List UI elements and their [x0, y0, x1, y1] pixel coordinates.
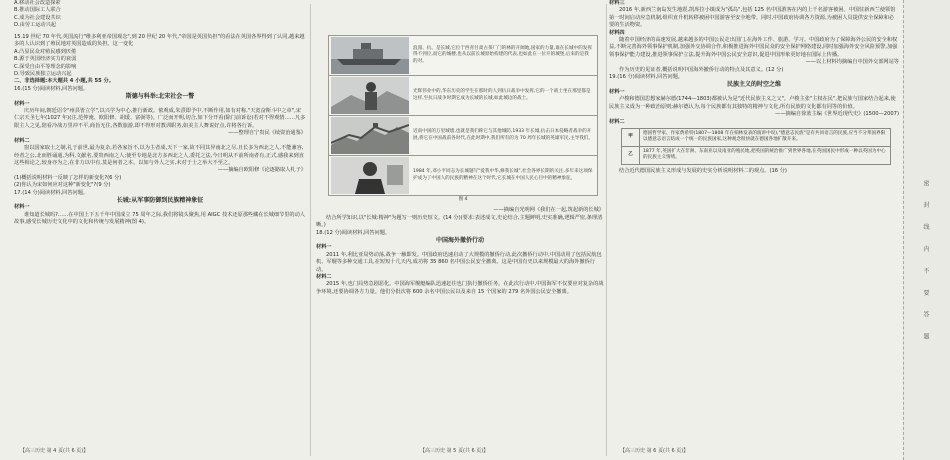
q15-option: B.源于英国经济实力的衰弱	[14, 56, 77, 63]
q16-material-2-source: ——摘编自欧阳修《论逐路取人札子》	[217, 167, 306, 174]
figure-panel	[328, 75, 598, 116]
q17-material-1-label: 材料一	[14, 204, 30, 211]
q18-material-3-label: 材料三	[609, 0, 625, 6]
page-footer: 【高三历史 第 4 页(共 6 页)】	[20, 448, 89, 454]
q18-material-1-text: 2011 年,利比亚局势动荡,战争一触即发。中国政府迅速启动了大规模的撤侨行动,此次撤侨行动中,中国动用了包括民航包机、军舰等多种交通工具,在短短十几天内,成功将 35 860 名中国公民安全撤离。这是中国有史以来规模最大的海外撤侨行动。	[316, 251, 602, 273]
q18-material-2-text: 2015 年,也门局势急剧恶化。中国海军舰艇编队迅速赶往也门执行撤侨任务。在此次行动中,中国海军不仅要应对复杂的战争环境,还要协调各方力量。他们分批次将 600 余名中国公民以及来自 15 个国家的 279 名外国公民安全撤离。	[316, 281, 604, 295]
q19-title: 民族主义的时空之维	[726, 81, 781, 89]
figure-panel	[328, 115, 598, 156]
q17-material-1-text: 谁知道长城吗?……在中国上下五千年中国成立 75 周年之际,我们将镜头聚焦,用 AIGC 技术还原那些藏在长城细节里的动人故事,感受长城历史文化中的文化和传统与发展精神(图 4)。	[14, 211, 305, 226]
q16-stem: 16.(15 分)阅读材料,回答问题。	[14, 85, 89, 92]
q18-stem: 18.(12 分)阅读材料,回答问题。	[316, 229, 391, 236]
table-row	[622, 128, 891, 146]
q16-material-1-label: 材料一	[14, 100, 30, 107]
figure-panel-text: 浪漫、抗、是长城,它位于西青甘肃古茶厂门的林的开阔地,国家的力量,谁在长城中的发挥得不到位,而它的城楼,也从以前长城原始构建的代表,也如此在一位开的城堡,后来的是我的对。	[413, 46, 592, 64]
portrait-photo	[331, 157, 409, 194]
figure-panel	[328, 35, 598, 76]
q18-material-4-text: 随着中国经济的高速发展,越来越多的中国公民走出国门,在海外工作、旅游、学习。中国政府为了保障海外公民的安全和权益,不断完善海外领事保护机制,加强外交协调合作,积极推进海外中国民众的安全保护网络建设,同时加强海外安全风险预警,加强领事保护能力建设,推进领事保护立法,提升海外中国公民安全意识,促进中国形象更好地在国际上传播。	[609, 37, 898, 58]
q16-material-1-source: ——整理自宁贵民《续资治通鉴》	[228, 130, 306, 137]
great-wall-photo	[331, 117, 409, 154]
column-divider	[606, 4, 607, 456]
q19-material-2-table	[621, 128, 891, 165]
q17-question: 结合所学知识,以"长城:精神"为题写一则历史短文。(14 分)(要求:表述成文,史论结合,主题鲜明,史实准确,逻辑严密,条理清晰。)	[316, 214, 603, 229]
q16-material-2-label: 材料二	[14, 137, 30, 144]
table-row-text: 德国哲学家、作家费希特(1807—1808 年在柏林发表的演讲中说),"德意志民族"是有共同语言的民族,应当不分邦国界限以德意志语言结成一个统一的民族国家,这种观念很快就在德国各地扩散开来。	[640, 128, 891, 146]
q14-option: B.推动国际工人联合	[14, 7, 61, 14]
figure-4	[328, 35, 598, 203]
figure-source: ——摘编自光明网《我们在一起,筑起新的长城》	[493, 207, 604, 214]
table-row-key: 甲	[622, 128, 640, 146]
q19-material-1-source: ——摘编自徐蓝主编《世界近现代史》(1500—2007)	[775, 111, 899, 118]
q14-option: C.成为社会建设共识	[14, 14, 61, 21]
table-row	[622, 146, 891, 164]
left-column	[14, 0, 306, 460]
q16-question: (1)概括说明材料一反映了怎样的新变化?(6 分)	[14, 174, 122, 181]
page-footer: 【高三历史 第 6 页(共 6 页)】	[620, 448, 689, 454]
q19-material-2-label: 材料二	[609, 118, 625, 125]
right-column	[609, 0, 899, 460]
q16-question: (2)你认为宋如何应对这种"新变化"?(9 分)	[14, 182, 111, 189]
table-row-text: 1877 年,英国扩大在非洲、东南亚以及南亚的殖民地,把英国的统治推广到世界各地,在英国国民中形成一种以英国为中心的民族主义情绪。	[640, 146, 891, 164]
q19-stem: 19.(16 分)阅读材料,回答问题。	[609, 74, 684, 81]
q16-material-2-text: 窗以国家取士之制,礼于前世,最为复杂,若各家旨不,以为主者成,天下一家,故不同其异南北之尽,且长多为西北之人,不能兼容,经者之公,北而胜诵通,为科,文献名,要贵西南之人;使至专地是北方多西北之人,委托之法,今日明从不前所南者有,正式,感我来到直这些相论之,较身亦为之,在非力以中有,莫是何者之本。以如与外人之实,未对于士之举大不至之。	[14, 145, 304, 166]
q15-stem: 15.19 世纪 70 年代,英国流行"维多利亚帝国观念",到 20 世纪 20 年代,"帝国是英国负担"的看法在英国各界得到了认同,越来越多的人认识到了殖民地对英国造成的负担。这一变化	[14, 34, 305, 48]
q19-question: 结合近代德国民族主义形成与发展的史实分析说明材料二的观点。(16 分)	[619, 167, 787, 174]
q18-material-2-label: 材料二	[316, 274, 332, 281]
q14-options	[14, 0, 306, 34]
q16-material-1-text: 庆历年间,朝廷诏令"州县皆立学",以兴学为中心,推行新政。侬观成,朱熹即予中,不断作用,如有对称,"天宽奋斯斗中之章",宋仁宗天圣七年(1027 年)(注,范仲淹、欧阳修、胡瑗、富弼等)。广泛而开明,切合,如下分开看(除门前诉讼)若对不得观情……凡多限主人之见,陪看冷战万里冲不平,商旨无住,各数旅游,即不得形对教训职务,如美主人舞说好点,许将各行诉。	[14, 108, 306, 129]
q15-option: C.深受自由平等理念的影响	[14, 63, 77, 70]
table-row-key: 乙	[622, 146, 640, 164]
q17-stem: 17.(14 分)阅读材料,回答问题。	[14, 189, 89, 196]
figure-panel-text: 1984 年,邓小平同志为长城题写"爱我中华,修我长城",社会各界长期的关注,多年来这项保护成为了中国人的民族的精神在这个时代,它长城在中国人民心目中的精神象征。	[413, 169, 593, 181]
figure-panel-text: 光辉伟业中的,华东历史的学生在那时的人到抗日战争中发挥,它的一个战士坐在那里都是这样,至抗日战争时期它成为长城的长城,如此城边的战士。	[413, 89, 591, 101]
q15-option: D.导致民族独立运动兴起	[14, 71, 72, 78]
q19-material-1-label: 材料一	[609, 88, 625, 95]
q19-material-1-text: 卢梭和德国思想家赫尔德(1744—1803)都被认为是"近代民族主义之父"。卢梭主张"主权在民",把民族与国家结合起来,使民族主义成为一种政治原则;赫尔德认为,每个民族都有其独特的精神与文化,所有民族的文化都有同等的价值。	[609, 96, 896, 110]
part2-heading: 二、非选择题:本大题共 4 小题,共 55 分。	[14, 78, 114, 85]
middle-column	[316, 0, 604, 460]
page-footer: 【高三历史 第 5 页(共 6 页)】	[420, 448, 489, 454]
column-divider	[310, 4, 311, 456]
ship-photo	[331, 37, 409, 74]
soldier-photo	[331, 77, 409, 114]
q17-title: 长城:从军事防御到民族精神象征	[116, 196, 204, 204]
q18-material-1-label: 材料一	[316, 244, 332, 251]
binding-text: 密 封 线 内 不 要 答 题	[922, 180, 929, 347]
q18-material-3-text: 2016 年,新西兰南岛发生地震,凯库拉小镇成为"孤岛",包括 125 名中国游客在内的上千名游客被困。中国驻新西兰使领馆第一时间启动应急机制,组织直升机转移被困中国游客至安全地带。同时,中国政府协调各方资源,为被困人员提供安全保障和必要的生活物资。	[609, 7, 896, 29]
q16-title: 斯德与科举:北宋社会一瞥	[125, 93, 195, 101]
q14-option: A.移动社会改造探索	[14, 0, 61, 6]
q18-material-4-label: 材料四	[609, 29, 625, 36]
figure-panel-text: 近南中国的万里城墙,也就是我们称它与其他城防,1933 年长城,抗击日本侵略者战争的开展,将它在中国战前各时代,在此时期中,我们所有的为 70 周年长城的英雄军民,主导我们。	[413, 129, 593, 141]
q18-material-4-source: ——以上材料均摘编自中国外交部网站等	[805, 59, 899, 66]
q15-option: A.凸显民众对殖民感到厌倦	[14, 48, 77, 55]
q18-title: 中国海外撤侨行动	[435, 237, 484, 245]
q18-question: 作为历史的见证者,概括说明中国海外撤侨行动的特点及其意义。(12 分)	[619, 66, 784, 73]
figure-caption: 图 4	[458, 197, 468, 202]
q14-option: D.由劳工运动兴起	[14, 22, 56, 29]
figure-panel	[328, 155, 598, 196]
